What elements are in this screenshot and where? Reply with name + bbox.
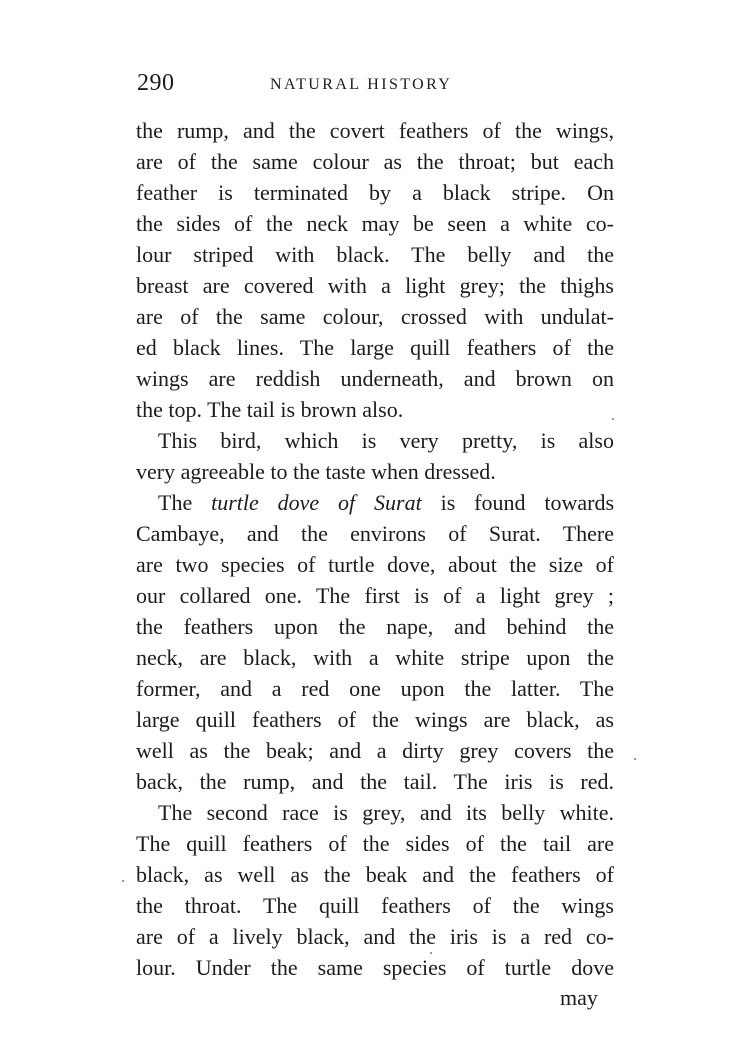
text-line: our collared one. The first is of a light grey ; — [136, 583, 614, 608]
text-line — [136, 487, 614, 518]
text-line: This bird, which is very pretty, is also — [158, 428, 614, 453]
text-line: Cambaye, and the environs of Surat. There — [136, 521, 614, 546]
text-line: neck, are black, with a white stripe upon the — [136, 645, 614, 670]
text-line: back, the rump, and the tail. The iris is red. — [136, 769, 614, 794]
paper-speck — [122, 880, 124, 882]
paper-speck — [612, 418, 614, 420]
text-line: the rump, and the covert feathers of the wings, — [136, 118, 614, 143]
text-line: breast are covered with a light grey; the thighs — [136, 273, 614, 298]
paper-speck — [430, 952, 432, 954]
text-line: are of the same colour, crossed with undulat- — [136, 304, 614, 329]
catchword: may — [560, 985, 598, 1010]
text-line: the feathers upon the nape, and behind the — [136, 614, 614, 639]
paper-speck — [634, 758, 636, 760]
species-name: turtle dove of Surat — [211, 490, 422, 515]
text-line: ed black lines. The large quill feathers of the — [136, 335, 614, 360]
body-text — [136, 115, 614, 983]
text-line: large quill feathers of the wings are black, as — [136, 707, 614, 732]
text-line: the top. The tail is brown also. — [136, 397, 404, 422]
running-title: NATURAL HISTORY — [270, 76, 453, 93]
text-fragment: is found towards — [440, 490, 615, 515]
text-line: the sides of the neck may be seen a white co- — [136, 211, 614, 236]
text-fragment: The — [158, 490, 193, 515]
text-line: lour striped with black. The belly and the — [136, 242, 614, 267]
text-line: are two species of turtle dove, about the size of — [136, 552, 614, 577]
text-line: The quill feathers of the sides of the tail are — [136, 831, 614, 856]
text-line: former, and a red one upon the latter. The — [136, 676, 614, 701]
text-line: the throat. The quill feathers of the wings — [136, 893, 614, 918]
text-line: black, as well as the beak and the feathers of — [136, 862, 614, 887]
text-line: are of a lively black, and the iris is a red co- — [136, 924, 614, 949]
text-line: The second race is grey, and its belly white. — [158, 800, 614, 825]
running-head — [137, 70, 617, 102]
text-line: lour. Under the same species of turtle dove — [136, 955, 614, 980]
page-number: 290 — [137, 70, 175, 96]
text-line: wings are reddish underneath, and brown on — [136, 366, 614, 391]
text-line: very agreeable to the taste when dressed. — [136, 459, 496, 484]
text-line: feather is terminated by a black stripe. On — [136, 180, 614, 205]
text-line: are of the same colour as the throat; but each — [136, 149, 614, 174]
text-line: well as the beak; and a dirty grey covers the — [136, 738, 614, 763]
